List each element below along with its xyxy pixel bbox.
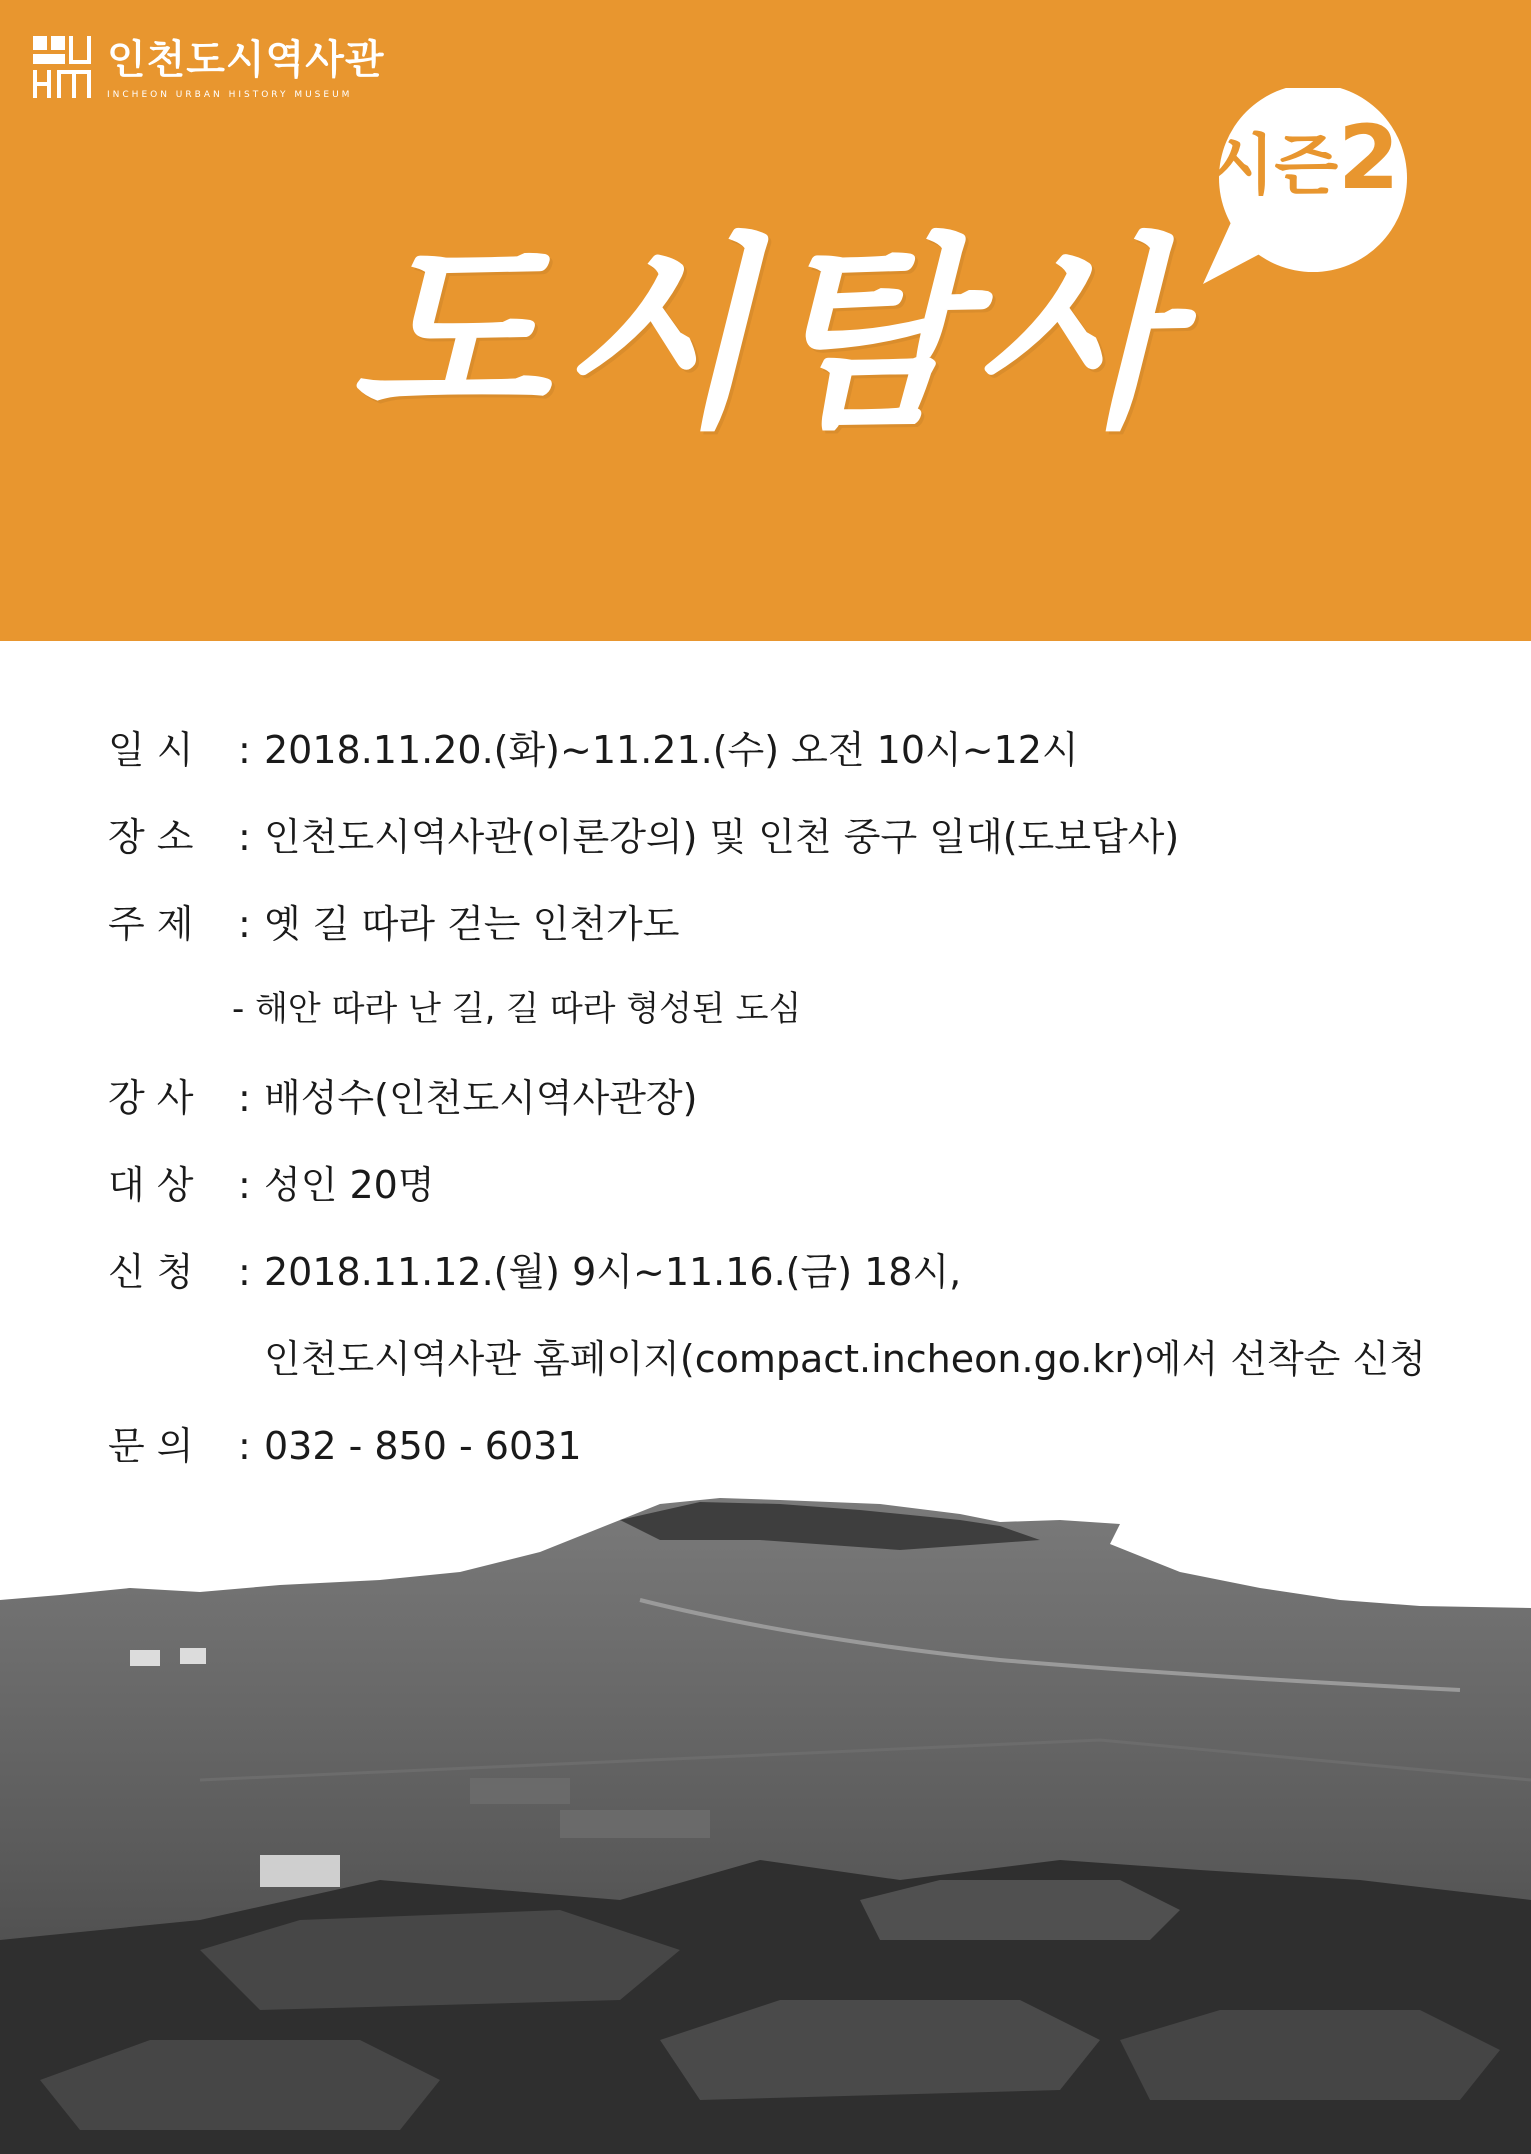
apply-label: 신 청 bbox=[108, 1250, 194, 1294]
logo-name-english: INCHEON URBAN HISTORY MUSEUM bbox=[107, 90, 353, 100]
info-row-target: 대 상 : 성인 20명 bbox=[108, 1163, 435, 1207]
contact-label: 문 의 bbox=[108, 1424, 194, 1468]
target-label: 대 상 bbox=[108, 1163, 194, 1207]
apply-value: 2018.11.12.(월) 9시~11.16.(금) 18시, bbox=[264, 1250, 962, 1294]
topic-subtitle: - 해안 따라 난 길, 길 따라 형성된 도심 bbox=[232, 989, 802, 1029]
target-value: 성인 20명 bbox=[264, 1163, 435, 1207]
topic-label: 주 제 bbox=[108, 902, 194, 946]
info-row-contact: 문 의 : 032 - 850 - 6031 bbox=[108, 1424, 582, 1468]
museum-logo-icon bbox=[33, 36, 95, 98]
info-row-place: 장 소 : 인천도시역사관(이론강의) 및 인천 중구 일대(도보답사) bbox=[108, 815, 1180, 859]
info-row-apply: 신 청 : 2018.11.12.(월) 9시~11.16.(금) 18시, bbox=[108, 1250, 962, 1294]
page-title: 도시탐사 bbox=[349, 215, 1182, 455]
place-value: 인천도시역사관(이론강의) 및 인천 중구 일대(도보답사) bbox=[264, 815, 1180, 859]
date-label: 일 시 bbox=[108, 728, 194, 772]
season-prefix: 시즌 bbox=[1210, 127, 1339, 204]
speaker-label: 강 사 bbox=[108, 1076, 194, 1120]
topic-value: 옛 길 따라 걷는 인천가도 bbox=[264, 902, 680, 946]
speaker-value: 배성수(인천도시역사관장) bbox=[264, 1076, 698, 1120]
season-badge bbox=[1192, 106, 1418, 209]
info-row-topic: 주 제 : 옛 길 따라 걷는 인천가도 bbox=[108, 902, 680, 946]
info-row-date: 일 시 : 2018.11.20.(화)~11.21.(수) 오전 10시~12시 bbox=[108, 728, 1079, 772]
apply-detail: 인천도시역사관 홈페이지(compact.incheon.go.kr)에서 선착순 신청 bbox=[264, 1337, 1426, 1381]
date-value: 2018.11.20.(화)~11.21.(수) 오전 10시~12시 bbox=[264, 728, 1079, 772]
header-banner bbox=[0, 0, 1531, 641]
place-label: 장 소 bbox=[108, 815, 194, 859]
historic-landscape-photo bbox=[0, 1480, 1531, 2154]
season-number: 2 bbox=[1338, 106, 1400, 209]
museum-logo[interactable] bbox=[33, 36, 384, 102]
info-row-speaker: 강 사 : 배성수(인천도시역사관장) bbox=[108, 1076, 698, 1120]
logo-name-korean: 인천도시역사관 bbox=[107, 37, 385, 83]
contact-value: 032 - 850 - 6031 bbox=[264, 1424, 582, 1468]
